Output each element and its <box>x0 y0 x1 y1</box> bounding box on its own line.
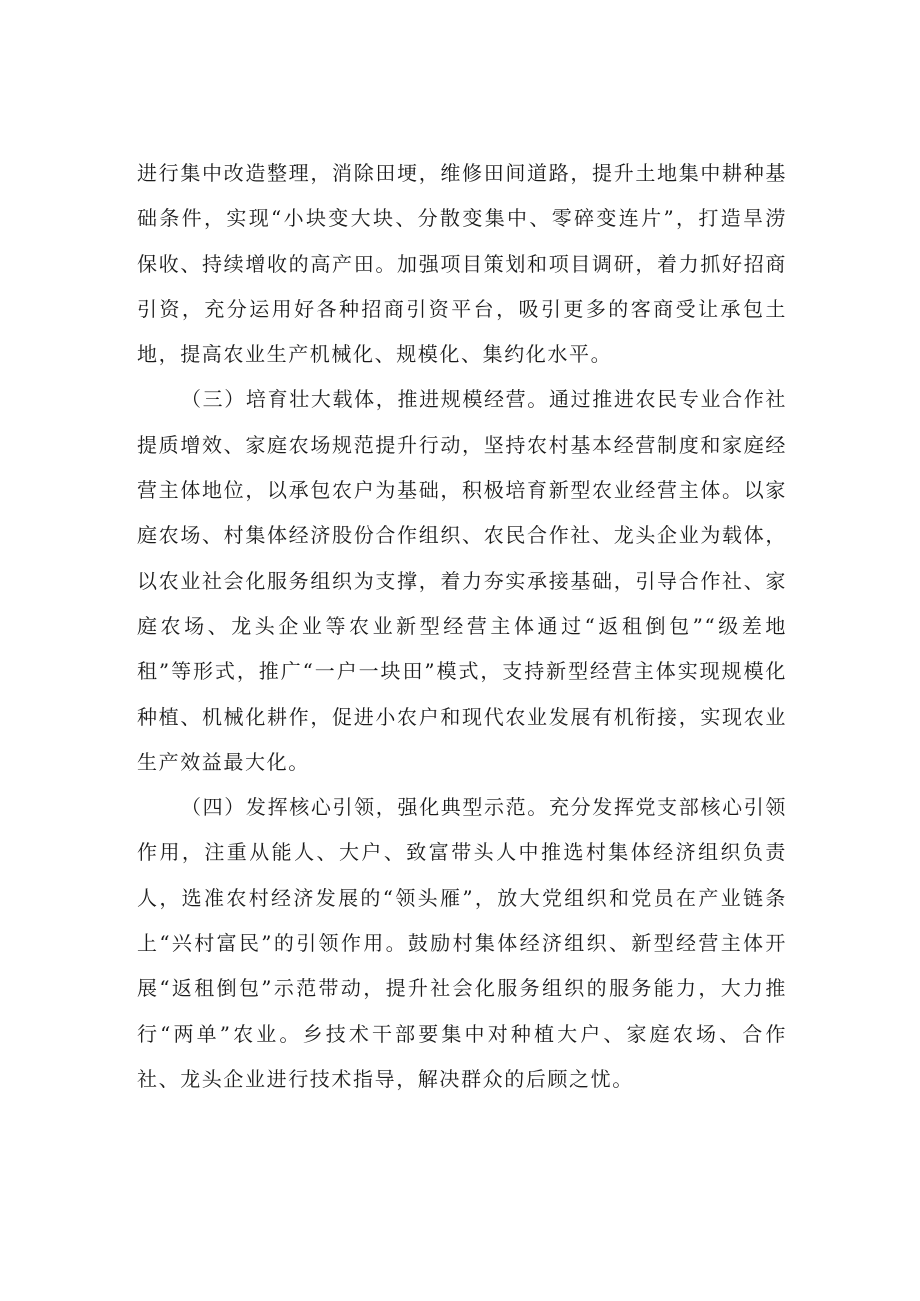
paragraph-continued: 进行集中改造整理，消除田埂，维修田间道路，提升土地集中耕种基础条件，实现“小块变大块、分散变集中、零碎变连片”，打造旱涝保收、持续增收的高产田。加强项目策划和项目调研，着力抓好招商引资，充分运用好各种招商引资平台，吸引更多的客商受让承包土地，提高农业生产机械化、规模化、集约化水平。 <box>137 161 787 367</box>
paragraph-section-three: （三）培育壮大载体，推进规模经营。通过推进农民专业合作社提质增效、家庭农场规范提升行动，坚持农村基本经营制度和家庭经营主体地位，以承包农户为基础，积极培育新型农业经营主体。以家庭农场、村集体经济股份合作组织、农民合作社、龙头企业为载体，以农业社会化服务组织为支撑，着力夯实承接基础，引导合作社、家庭农场、龙头企业等农业新型经营主体通过“返租倒包”“级差地租”等形式，推广“一户一块田”模式，支持新型经营主体实现规模化种植、机械化耕作，促进小农户和现代农业发展有机衔接，实现农业生产效益最大化。 <box>137 387 787 774</box>
document-body <box>137 151 787 1102</box>
paragraph-section-four: （四）发挥核心引领，强化典型示范。充分发挥党支部核心引领作用，注重从能人、大户、致富带头人中推选村集体经济组织负责人，选准农村经济发展的“领头雁”，放大党组织和党员在产业链条上“兴村富民”的引领作用。鼓励村集体经济组织、新型经营主体开展“返租倒包”示范带动，提升社会化服务组织的服务能力，大力推行“两单”农业。乡技术干部要集中对种植大户、家庭农场、合作社、龙头企业进行技术指导，解决群众的后顾之忧。 <box>137 795 787 1091</box>
